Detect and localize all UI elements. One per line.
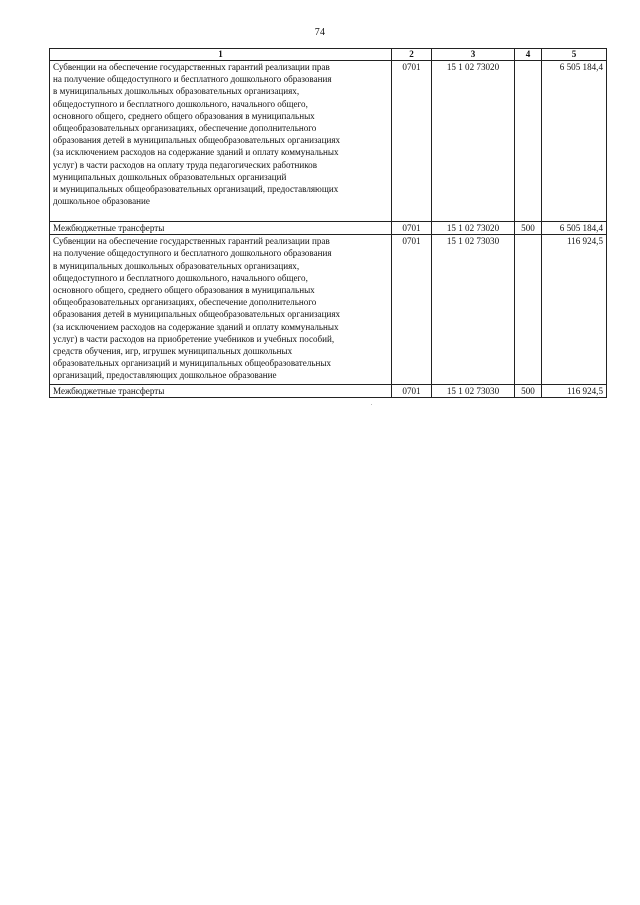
row-expense-type: 500 <box>515 385 542 398</box>
column-header-2: 2 <box>392 49 432 61</box>
column-header-5: 5 <box>542 49 607 61</box>
column-header-1: 1 <box>50 49 392 61</box>
row-amount: 116 924,5 <box>542 235 607 385</box>
budget-table <box>49 48 607 398</box>
column-header-4: 4 <box>515 49 542 61</box>
table-header-row <box>50 49 607 61</box>
row-section-code: 0701 <box>392 222 432 235</box>
table-row <box>50 222 607 235</box>
row-expense-type <box>515 61 542 222</box>
row-section-code: 0701 <box>392 61 432 222</box>
row-description: Межбюджетные трансферты <box>50 222 392 235</box>
row-expense-type: 500 <box>515 222 542 235</box>
row-amount: 6 505 184,4 <box>542 61 607 222</box>
table-row <box>50 61 607 222</box>
row-section-code: 0701 <box>392 235 432 385</box>
scan-speck <box>371 404 372 405</box>
row-amount: 116 924,5 <box>542 385 607 398</box>
row-target-article: 15 1 02 73020 <box>432 222 515 235</box>
row-description: Межбюджетные трансферты <box>50 385 392 398</box>
row-amount: 6 505 184,4 <box>542 222 607 235</box>
row-expense-type <box>515 235 542 385</box>
row-description: Субвенции на обеспечение государственных гарантий реализации прав на получение общедоступного и бесплатного дошкольного образования в муниципальных дошкольных образовательных организациях, общедоступного и бесплатного дошкольного, начального общего, основного общего, среднего общего образования в муниципальных общеобразовательных организациях, обеспечение дополнительного образования детей в муниципальных общеобразовательных организациях (за исключением расходов на содержание зданий и оплату коммунальных услуг) в части расходов на приобретение учебников и учебных пособий, средств обучения, игр, игрушек муниципальных дошкольных образовательных организаций и муниципальных общеобразовательных организаций, предоставляющих дошкольное образование <box>50 235 392 385</box>
row-target-article: 15 1 02 73030 <box>432 385 515 398</box>
row-target-article: 15 1 02 73020 <box>432 61 515 222</box>
row-section-code: 0701 <box>392 385 432 398</box>
row-target-article: 15 1 02 73030 <box>432 235 515 385</box>
page-number: 74 <box>314 27 326 38</box>
table-row <box>50 385 607 398</box>
row-description: Субвенции на обеспечение государственных гарантий реализации прав на получение общедоступного и бесплатного дошкольного образования в муниципальных дошкольных образовательных организациях, общедоступного и бесплатного дошкольного, начального общего, основного общего, среднего общего образования в муниципальных общеобразовательных организациях, обеспечение дополнительного образования детей в муниципальных общеобразовательных организациях (за исключением расходов на содержание зданий и оплату коммунальных услуг) в части расходов на оплату труда педагогических работников муниципальных дошкольных образовательных организаций и муниципальных общеобразовательных организаций, предоставляющих дошкольное образование <box>50 61 392 222</box>
table-row <box>50 235 607 385</box>
column-header-3: 3 <box>432 49 515 61</box>
